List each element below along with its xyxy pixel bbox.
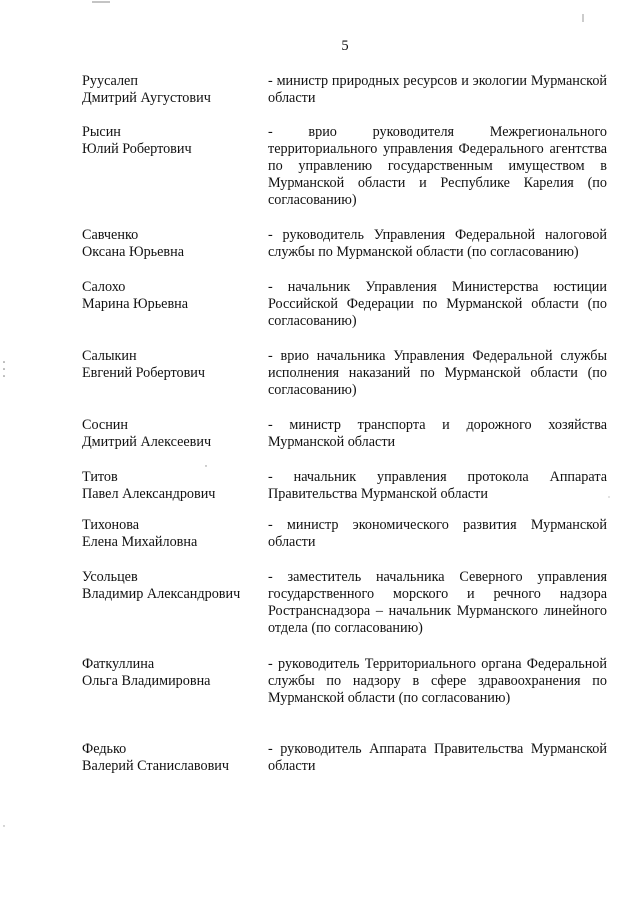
- surname: Руусалеп: [82, 73, 138, 89]
- position-description: - руководитель Территориального органа Федеральной службы по надзору в сфере здравоохранения по Мурманской области (по согласованию): [268, 656, 607, 706]
- person-name: [82, 417, 260, 451]
- surname: Салыкин: [82, 348, 137, 364]
- given-names: Елена Михайловна: [82, 534, 198, 550]
- person-name: [82, 73, 260, 107]
- given-names: Владимир Александрович: [82, 586, 241, 602]
- person-name: [82, 569, 260, 603]
- position-description: - руководитель Аппарата Правительства Мурманской области: [268, 741, 607, 774]
- position-description: - заместитель начальника Северного управления государственного морского и речного надзора Ространснадзора – начальник Мурманского линейного отдела (по согласованию): [268, 569, 607, 636]
- given-names: Дмитрий Алексеевич: [82, 434, 212, 450]
- position-description: - врио руководителя Межрегионального территориального управления Федерального агентства по управлению государственным имуществом в Мурманской области и Республике Карелия (по согласованию): [268, 124, 607, 208]
- person-name: [82, 517, 260, 551]
- page-number: 5: [341, 38, 349, 54]
- given-names: Ольга Владимировна: [82, 673, 211, 689]
- given-names: Марина Юрьевна: [82, 296, 189, 312]
- person-name: [82, 124, 260, 158]
- scan-speck: [3, 375, 5, 377]
- scan-speck: [3, 825, 4, 826]
- person-name: [82, 227, 260, 261]
- position-description: - руководитель Управления Федеральной налоговой службы по Мурманской области (по согласованию): [268, 227, 607, 260]
- position-description: - начальник управления протокола Аппарата Правительства Мурманской области: [268, 469, 607, 502]
- position-description: - начальник Управления Министерства юстиции Российской Федерации по Мурманской области (по согласованию): [268, 279, 607, 329]
- person-name: [82, 469, 260, 503]
- scan-speck: [608, 496, 609, 497]
- surname: Рысин: [82, 124, 121, 140]
- person-name: [82, 348, 260, 382]
- surname: Тихонова: [82, 517, 140, 533]
- given-names: Дмитрий Аугустович: [82, 90, 211, 106]
- person-name: [82, 656, 260, 690]
- position-description: - врио начальника Управления Федеральной службы исполнения наказаний по Мурманской области (по согласованию): [268, 348, 607, 398]
- surname: Соснин: [82, 417, 128, 433]
- given-names: Евгений Робертович: [82, 365, 206, 381]
- position-description: - министр природных ресурсов и экологии Мурманской области: [268, 73, 607, 106]
- surname: Салохо: [82, 279, 126, 295]
- surname: Федько: [82, 741, 127, 757]
- person-name: [82, 279, 260, 313]
- given-names: Валерий Станиславович: [82, 758, 230, 774]
- scan-speck: [205, 465, 206, 466]
- position-description: - министр экономического развития Мурманской области: [268, 517, 607, 550]
- given-names: Оксана Юрьевна: [82, 244, 185, 260]
- given-names: Павел Александрович: [82, 486, 216, 502]
- surname: Усольцев: [82, 569, 138, 585]
- given-names: Юлий Робертович: [82, 141, 192, 157]
- surname: Титов: [82, 469, 118, 485]
- person-name: [82, 741, 260, 775]
- scan-speck: [3, 361, 5, 363]
- surname: Фаткуллина: [82, 656, 155, 672]
- scan-speck: [3, 368, 5, 370]
- position-description: - министр транспорта и дорожного хозяйства Мурманской области: [268, 417, 607, 450]
- surname: Савченко: [82, 227, 139, 243]
